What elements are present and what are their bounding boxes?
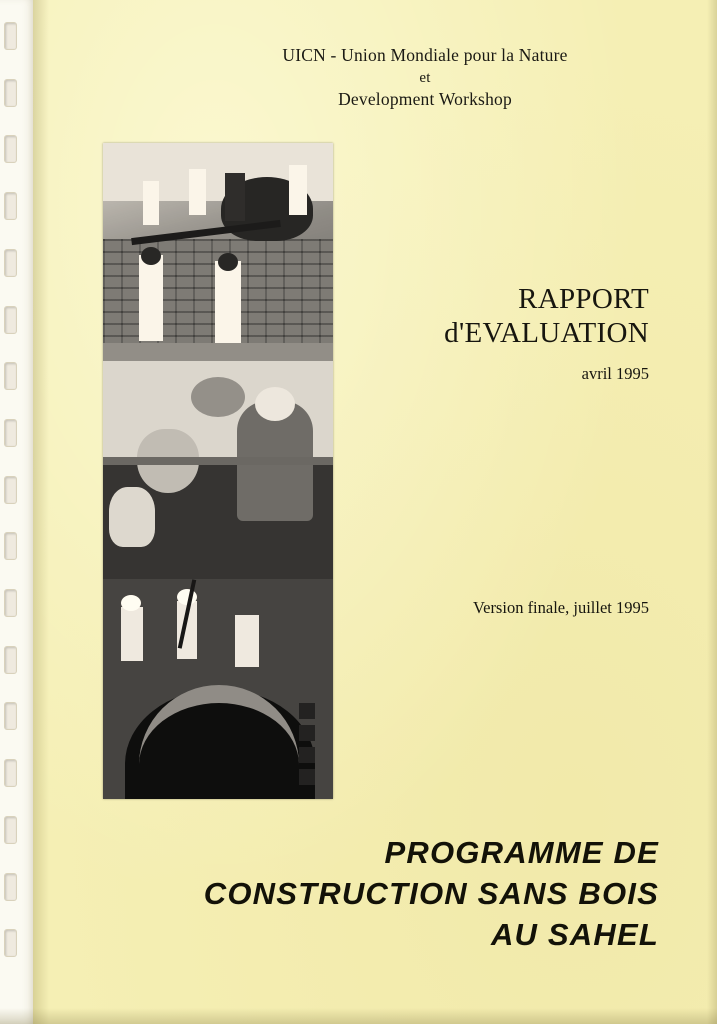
binding-hole	[4, 249, 17, 277]
binding-hole	[4, 873, 17, 901]
programme-title	[86, 832, 659, 956]
binding-hole	[4, 419, 17, 447]
binding-hole	[4, 362, 17, 390]
binding-hole	[4, 476, 17, 504]
page-bottom-edge-shadow	[0, 1008, 717, 1024]
organization-line-2: et	[419, 69, 431, 86]
photo-mason-shaping-mud-bricks	[103, 361, 333, 579]
title-line-2: d'EVALUATION	[444, 317, 649, 350]
binding-hole	[4, 702, 17, 730]
report-title-block	[289, 282, 649, 384]
binding-hole	[4, 532, 17, 560]
binding-hole	[4, 646, 17, 674]
binding-hole	[4, 192, 17, 220]
organization-line-1: UICN - Union Mondiale pour la Nature	[282, 45, 568, 65]
programme-line-1: PROGRAMME DE	[384, 835, 659, 870]
binding-hole	[4, 759, 17, 787]
binding-hole	[4, 589, 17, 617]
binding-shadow	[33, 0, 49, 1024]
binding-hole	[4, 929, 17, 957]
programme-line-3: AU SAHEL	[490, 917, 659, 953]
binding-hole	[4, 79, 17, 107]
title-date: avril 1995	[581, 364, 649, 384]
title-line-1: RAPPORT	[518, 283, 649, 315]
programme-line-2: CONSTRUCTION SANS BOIS	[203, 876, 659, 912]
cover-photo-strip	[103, 143, 333, 799]
organization-line-3: Development Workshop	[338, 88, 512, 109]
binding-hole	[4, 306, 17, 334]
binding-hole	[4, 135, 17, 163]
page-right-edge-shadow	[707, 0, 717, 1024]
publisher-header	[200, 44, 650, 112]
version-note: Version finale, juillet 1995	[473, 598, 649, 617]
binding-hole	[4, 816, 17, 844]
binding-hole	[4, 22, 17, 50]
